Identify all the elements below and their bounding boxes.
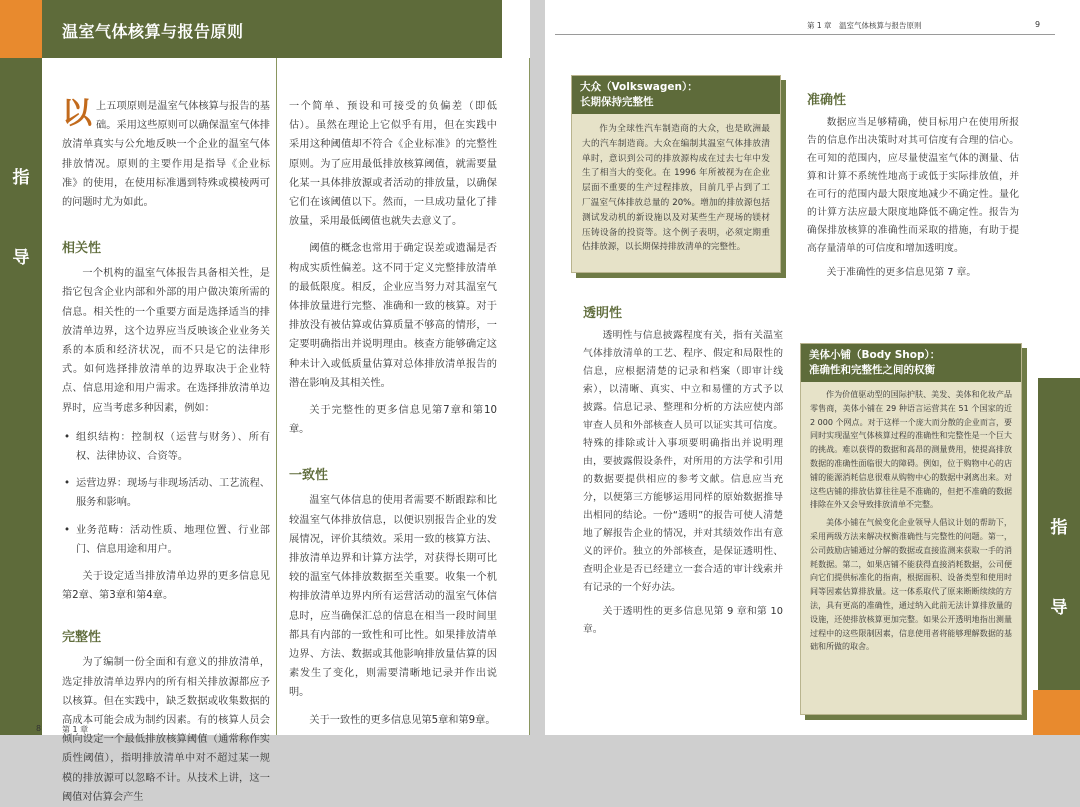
section-title-accuracy: 准确性 [807, 93, 847, 108]
threshold-paragraph: 阈值的概念也常用于确定误差或遗漏是否构成实质性偏差。这不同于定义完整排放清单的最低限度。相反，企业应当努力对其温室气体排放量进行完整、准确和一致的核算。对于排放没有被估算或估算质量不够高的情形，一定要明确指出并说明理由。核查方能够确定这种未计入或低质量估算对总体排放清单报告的潜在影响及其相关性。 [289, 243, 497, 389]
orange-corner-block [0, 0, 42, 58]
consistency-reference: 关于一致性的更多信息见第5章和第9章。 [309, 714, 496, 726]
drop-cap: 以 [62, 96, 92, 131]
transparency-reference: 关于透明性的更多信息见第 9 章和第 10 章。 [583, 606, 783, 635]
side-tab-guide [0, 58, 42, 735]
consistency-paragraph: 温室气体信息的使用者需要不断跟踪和比较温室气体排放信息，以便识别报告企业的发展情况，评价其绩效。采用一致的核算方法、排放清单边界和计算方法学，对获得长期可比较的温室气体排放数据至关重要。收集一个机构排放清单边界内所有运营活动的温室气体信息时，应当确保汇总的信息在相当一段时间里都具有内部的一致性和可比性。如果排放清单边界、方法、数据或其他影响排放量估算的因素发生了变化，则需要清晰地记录并作出说明。 [289, 495, 497, 699]
case-box-body [801, 382, 1021, 660]
section-title-completeness: 完整性 [62, 630, 102, 646]
intro-text: 上五项原则是温室气体核算与报告的基础。采用这些原则可以确保温室气体排放清单真实与公允地反映一个企业的温室气体排放情况。原则的主要作用是指导《企业标准》的使用，在使用标准遇到特殊或模棱两可的问题时尤为如此。 [62, 101, 270, 209]
footer-chapter: 第 1 章 [62, 725, 89, 734]
left-column-1 [62, 97, 270, 807]
transparency-paragraph: 透明性与信息披露程度有关，指有关温室气体排放清单的工艺、程序、假定和局限性的信息，应根据清楚的记录和档案（即审计线索），以清晰、真实、中立和易懂的方式予以披露。信息记录、整理和分析的方法应使内部审查人员和外部核查人员可以证实其可信度。特殊的排除或计入事项要明确指出并说明理由，要披露假设条件，对所用的方法学和引用的数据要提供相应的参考文献。信息应当充分，以便第三方能够运用同样的原始数据推导出相同的结论。一份“透明”的报告可使人清楚地了解报告企业的情况，并对其绩效作出有意义的评价。独立的外部核查，是保证透明性、查明企业是否已经建立一套合适的审计线索并有记录的一个好办法。 [583, 330, 783, 593]
case-box-heading [801, 344, 1021, 382]
section-title-consistency: 一致性 [289, 468, 329, 484]
intro-paragraph [62, 97, 270, 212]
accuracy-paragraph: 数据应当足够精确，使目标用户在使用所报告的信息作出决策时对其可信度有合理的信心。在可知的范围内，应尽量使温室气体的测量、估算和计算不系统性地高于或低于实际排放值，并在可行的范围内最大限度地减少不确定性。量化的计算方法应最大限度地降低不确定性。报告为确保排放核算的准确性而采取的措施，有助于提高存量清单的可信度和增加透明度。 [807, 117, 1019, 254]
page-number: 9 [1035, 20, 1041, 29]
completeness-continued: 一个简单、预设和可接受的负偏差（即低估）。虽然在理论上它似乎有用，但在实践中采用这种阈值却不符合《企业标准》的完整性原则。为了应用最低排放核算阈值，就需要量化某一具体排放源或者活动的排放量，以确保它们在该阈值以下。然而，一旦成功量化了排放量，采用最低阈值也就失去意义了。 [289, 101, 497, 228]
right-page [545, 0, 1080, 735]
case-box-heading [572, 76, 780, 114]
header-rule [555, 34, 1055, 35]
right-column-2 [807, 92, 1019, 282]
side-tab-char: 指 [12, 168, 30, 188]
section-title-transparency: 透明性 [583, 306, 623, 321]
page-number: 8 [36, 724, 42, 733]
side-tab-guide [1038, 378, 1080, 718]
running-header-chapter: 第 1 章 温室气体核算与报告原则 [807, 21, 922, 30]
relevance-reference: 关于设定适当排放清单边界的更多信息见第2章、第3章和第4章。 [62, 571, 270, 602]
list-item: • 运营边界：现场与非现场活动、工艺流程、服务和影响。 [62, 474, 270, 512]
page-title: 温室气体核算与报告原则 [62, 22, 244, 41]
case-box-body: 作为全球性汽车制造商的大众，也是欧洲最大的汽车制造商。大众在编制其温室气体排放清单时，意识到公司的排放源构成在过去七年中发生了相当大的变化。在 1996 年所被视为在企业层面不重要的生产过程排放，目前几乎占到了工厂温室气体排放总量的 20%。增加的排放源包括测试发动机的新设施以及对某些生产现场的镁材压铸设备的投资等。这个例子表明，必须定期重估排放源，以长期保持排放清单的完整性。 [582, 124, 770, 253]
case-box-subtitle: 准确性和完整性之间的权衡 [809, 364, 935, 376]
case-box-title: 美体小铺（Body Shop）： [809, 349, 941, 361]
case-box-volkswagen [571, 75, 781, 273]
list-item: • 组织结构：控制权（运营与财务）、所有权、法律协议、合资等。 [62, 428, 270, 466]
left-column-2 [289, 97, 497, 730]
side-tab-char: 导 [12, 248, 30, 268]
relevance-paragraph: 一个机构的温室气体报告具备相关性，是指它包含企业内部和外部的用户做决策所需的信息。相关性的一个重要方面是选择适当的排放清单边界，这个边界应当反映该企业业务关系的本质和经济状况，而不只是它的法律形式。如何选择排放清单的边界取决于企业特点、信息用途和用户需求。在选择排放清单边界时，应当考虑多种因素，例如： [62, 268, 270, 414]
case-box-paragraph: 作为价值驱动型的国际护肤、美发、美体和化妆产品零售商，美体小铺在 29 种语言运营其在 51 个国家的近 2 000 个网点。对于这样一个庞大而分散的企业而言，要同时实现温室气体核算过程的准确性和完整性是一个巨大的挑战。难以获得的数据和高昂的测量费用，使提高排放数据的准确性面临很大的障碍。例如，位于购物中心的店铺的能源消耗信息很难从购物中心的数据中剥离出来。对这些店铺的排放估算往往是不准确的，但把不准确的数据排除在外又会导致排放清单不完整。 [810, 390, 1012, 510]
orange-corner-block [1033, 690, 1080, 735]
case-box-paragraph: 美体小铺在气候变化企业领导人倡议计划的帮助下，采用两级方法来解决权衡准确性与完整性的问题。第一，公司鼓励店铺通过分解的数据或直接监测来获取一手的消耗数据。第二，如果店铺不能获得直接消耗数据，公司便向它们提供标准化的指南，根据面积、设备类型和使用时间等因素估算排放量。这一体系取代了原来断断续续的方法，具有更高的准确性，通过纳入此前无法计算排放量的设施，还使排放核算更加完整。如果公开透明地指出测量过程中的这些限制因素，信息使用者将能够理解数据的基础和所做的取舍。 [810, 518, 1012, 652]
case-box-title: 大众（Volkswagen）： [580, 81, 698, 93]
accuracy-reference: 关于准确性的更多信息见第 7 章。 [826, 267, 977, 278]
completeness-reference: 关于完整性的更多信息见第7章和第10章。 [289, 405, 497, 436]
side-tab-char: 指 [1050, 518, 1068, 538]
right-column-1 [583, 305, 783, 639]
header-bar [42, 0, 502, 58]
section-title-relevance: 相关性 [62, 241, 102, 257]
list-item: • 业务范畴：活动性质、地理位置、行业部门、信息用途和用户。 [62, 521, 270, 559]
page-edge-line [529, 58, 530, 735]
case-box-subtitle: 长期保持完整性 [580, 96, 654, 108]
completeness-paragraph: 为了编制一份全面和有意义的排放清单，选定排放清单边界内的所有相关排放源都应予以核算。但在实践中，缺乏数据或收集数据的高成本可能会成为制约因素。有的核算人员会倾向设定一个最低排放核算阈值（通常称作实质性阈值），指明排放清单中对不超过某一规模的排放源可以忽略不计。从技术上讲，这一阈值对估算会产生 [62, 657, 270, 803]
side-tab-char: 导 [1050, 598, 1068, 618]
column-divider [276, 58, 277, 735]
case-box-bodyshop [800, 343, 1022, 715]
factor-list [62, 428, 270, 559]
left-page [0, 0, 530, 803]
